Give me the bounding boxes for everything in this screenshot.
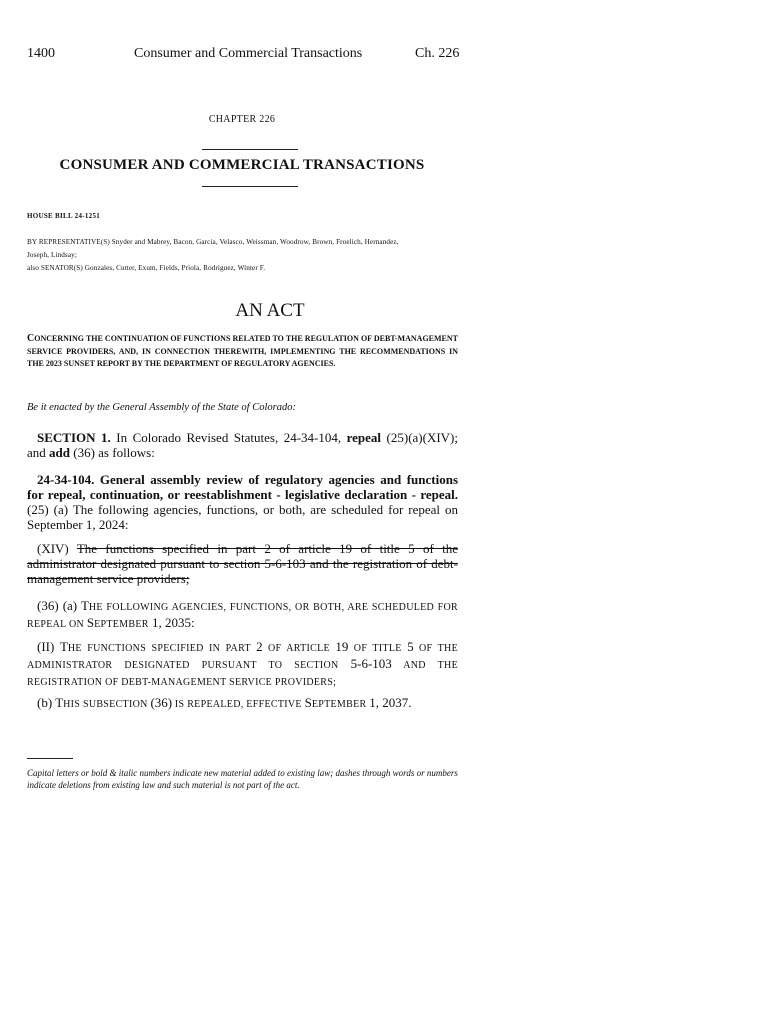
new-text: OF THE ADMINISTRATOR DESIGNATED PURSUANT TO SECTION — [27, 643, 458, 671]
new-text: HE FUNCTIONS SPECIFIED IN PART — [67, 643, 257, 654]
new-text: EPTEMBER — [311, 699, 370, 710]
title-rule-bottom — [202, 186, 298, 187]
subsection-36-paragraph — [27, 598, 458, 632]
section-text: (25)(a)(XIV); and — [27, 430, 458, 460]
footnote: Capital letters or bold & italic numbers indicate new material added to existing law; dashes through words or numbers indicate deletions from existing law and such material is not part of the act. — [27, 768, 458, 790]
new-text: EPTEMBER — [94, 619, 149, 630]
subparagraph-ii — [27, 639, 458, 690]
section-text: (36) as follows: — [70, 445, 155, 460]
bill-number: HOUSE BILL 24-1251 — [27, 212, 101, 220]
new-text: IS REPEALED, EFFECTIVE — [172, 699, 305, 710]
new-text-cap: T — [59, 639, 68, 654]
page-number: 1400 — [27, 46, 55, 61]
statute-text: (25) (a) The following agencies, functions, or both, are scheduled for repeal on September 1, 2024: — [27, 502, 458, 532]
title-rule-top — [202, 149, 298, 150]
new-text-cap: T — [80, 598, 89, 613]
act-title — [27, 333, 458, 371]
new-text-cap: S — [304, 695, 312, 710]
enacting-clause: Be it enacted by the General Assembly of the State of Colorado: — [27, 402, 296, 413]
new-text: AND THE REGISTRATION OF DEBT-MANAGEMENT SERVICE PROVIDERS; — [27, 660, 458, 688]
sponsors-line: Joseph, Lindsay; — [27, 251, 77, 259]
new-text: (36) — [150, 695, 173, 710]
sponsors-line: also SENATOR(S) Gonzales, Cutter, Exum, Fields, Priola, Rodriguez, Winter F. — [27, 264, 266, 272]
chapter-label: CHAPTER 226 — [208, 114, 276, 125]
section-label: SECTION 1. — [37, 430, 111, 445]
new-text: HE FOLLOWING AGENCIES, FUNCTIONS, OR BOTH, ARE SCHEDULED FOR REPEAL ON — [27, 602, 458, 630]
act-title-text: ONCERNING THE CONTINUATION OF FUNCTIONS RELATED TO THE REGULATION OF DEBT-MANAGEMENT SERVICE PROVIDERS, AND, IN CONNECTION THEREWITH, IMPLEMENTING THE RECOMMENDATIONS IN THE 2023 SUNSET REPORT BY THE DEPARTMENT OF REGULATORY AGENCIES. — [27, 334, 458, 368]
new-text: 5-6-103 — [350, 656, 392, 671]
subparagraph-label: (II) — [37, 639, 60, 654]
footnote-rule — [27, 758, 73, 759]
new-text: 1, 2035: — [148, 615, 195, 630]
new-text: OF TITLE — [348, 643, 408, 654]
new-text: HIS SUBSECTION — [63, 699, 151, 710]
new-text: 5 — [407, 639, 414, 654]
repeal-keyword: repeal — [346, 430, 382, 445]
paragraph-b — [27, 695, 458, 712]
act-heading: AN ACT — [235, 300, 305, 321]
running-title: Consumer and Commercial Transactions — [134, 46, 363, 61]
sponsors-block — [27, 236, 459, 275]
subsection-label: (36) (a) — [37, 598, 81, 613]
new-text: 1, 2037. — [369, 695, 412, 710]
statute-paragraph — [27, 472, 458, 532]
new-text: 19 — [335, 639, 349, 654]
paragraph-label: (b) — [37, 695, 56, 710]
new-text: 2 — [256, 639, 263, 654]
xiv-paragraph — [27, 541, 458, 586]
new-text: OF ARTICLE — [262, 643, 336, 654]
xiv-label: (XIV) — [37, 541, 77, 556]
new-text-cap: S — [86, 615, 95, 630]
deleted-text: The functions specified in part 2 of article 19 of title 5 of the administrator designated pursuant to section 5-6-103 and the registration of debt-management service providers; — [27, 541, 458, 586]
add-keyword: add — [49, 445, 70, 460]
chapter-reference: Ch. 226 — [415, 46, 460, 61]
act-title-initial: C — [27, 333, 35, 344]
section-text: In Colorado Revised Statutes, 24-34-104, — [110, 430, 347, 445]
sponsors-line: BY REPRESENTATIVE(S) Snyder and Mabrey, Bacon, Garcia, Velasco, Weissman, Woodrow, Brown, Froelich, Hernandez, — [27, 238, 399, 246]
statute-heading: 24-34-104. General assembly review of regulatory agencies and functions for repeal, continuation, or reestablishment - legislative declaration - repeal. — [27, 472, 458, 502]
new-text-cap: T — [55, 695, 64, 710]
chapter-title: CONSUMER AND COMMERCIAL TRANSACTIONS — [59, 157, 425, 173]
section-1-paragraph — [27, 430, 458, 460]
